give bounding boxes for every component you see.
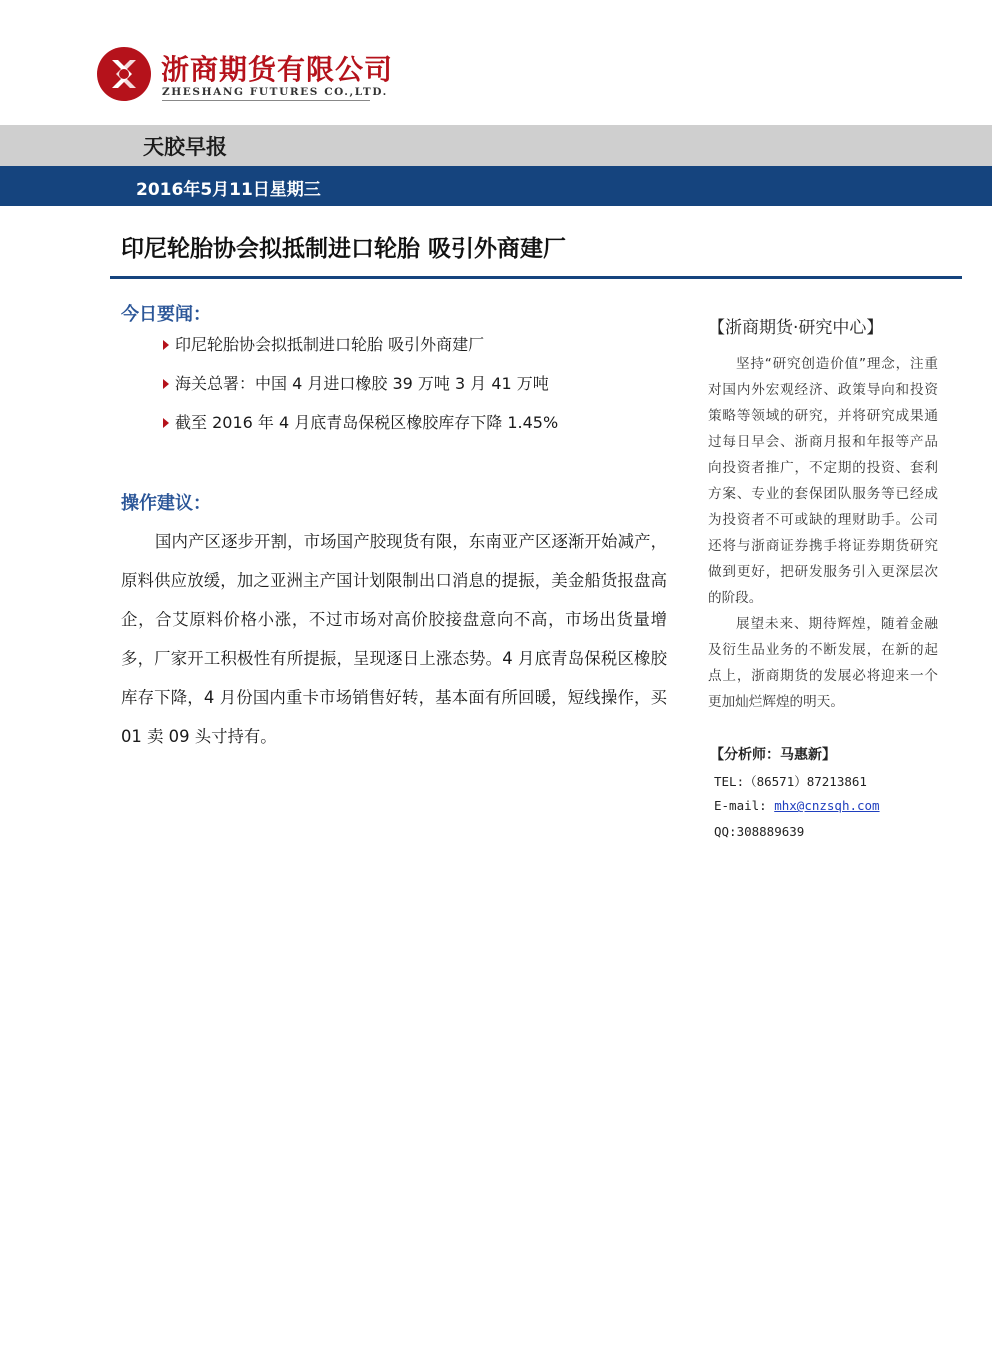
news-list (160, 334, 558, 451)
bullet-arrow-icon (163, 340, 169, 350)
list-item (160, 373, 558, 412)
advice-section-title: 操作建议： (121, 493, 211, 514)
zheshang-logo-icon (96, 46, 152, 102)
email-label: E-mail: (714, 798, 767, 813)
news-section-title: 今日要闻： (121, 304, 211, 325)
list-item (160, 412, 558, 451)
advice-body: 国内产区逐步开割，市场国产胶现货有限，东南亚产区逐渐开始减产，原料供应放缓，加之亚洲主产国计划限制出口消息的提振，美金船货报盘高企，合艾原料价格小涨，不过市场对高价胶接盘意向不高，市场出货量增多，厂家开工积极性有所提振，呈现逐日上涨态势。4 月底青岛保税区橡胶库存下降，4 月份国内重卡市场销售好转，基本面有所回暖，短线操作，买 01 卖 09 头寸持有。 (121, 532, 667, 746)
sidebar-body (708, 351, 938, 715)
analyst-email (714, 798, 880, 813)
sidebar-paragraph: 坚持“研究创造价值”理念，注重对国内外宏观经济、政策导向和投资策略等领域的研究，并将研究成果通过每日早会、浙商月报和年报等产品向投资者推广，不定期的投资、套利方案、专业的套保团队服务等已经成为投资者不可或缺的理财助手。公司还将与浙商证券携手将证券期货研究做到更好，把研发服务引入更深层次的阶段。 (708, 356, 938, 606)
analyst-tel: TEL:（86571）87213861 (714, 774, 867, 789)
logo-divider (162, 100, 370, 101)
report-name: 天胶早报 (143, 135, 227, 159)
bullet-arrow-icon (163, 379, 169, 389)
analyst-name: 【分析师：马惠新】 (710, 747, 836, 763)
analyst-qq: QQ:308889639 (714, 824, 805, 839)
news-item-text: 海关总署：中国 4 月进口橡胶 39 万吨 3 月 41 万吨 (175, 374, 549, 393)
bullet-arrow-icon (163, 418, 169, 428)
list-item (160, 334, 558, 373)
headline-divider (110, 276, 962, 279)
news-item-text: 截至 2016 年 4 月底青岛保税区橡胶库存下降 1.45% (175, 413, 559, 432)
company-name-en: ZHESHANG FUTURES CO.,LTD. (162, 86, 388, 98)
page-title: 印尼轮胎协会拟抵制进口轮胎 吸引外商建厂 (121, 236, 567, 262)
sidebar-title: 【浙商期货·研究中心】 (708, 318, 884, 338)
sidebar-paragraph: 展望未来、期待辉煌，随着金融及衍生品业务的不断发展，在新的起点上，浙商期货的发展必将迎来一个更加灿烂辉煌的明天。 (708, 616, 938, 710)
company-name-cn: 浙商期货有限公司 (161, 53, 394, 86)
report-date: 2016年5月11日星期三 (136, 180, 321, 200)
news-item-text: 印尼轮胎协会拟抵制进口轮胎 吸引外商建厂 (175, 335, 485, 354)
email-link[interactable]: mhx@cnzsqh.com (774, 798, 880, 813)
